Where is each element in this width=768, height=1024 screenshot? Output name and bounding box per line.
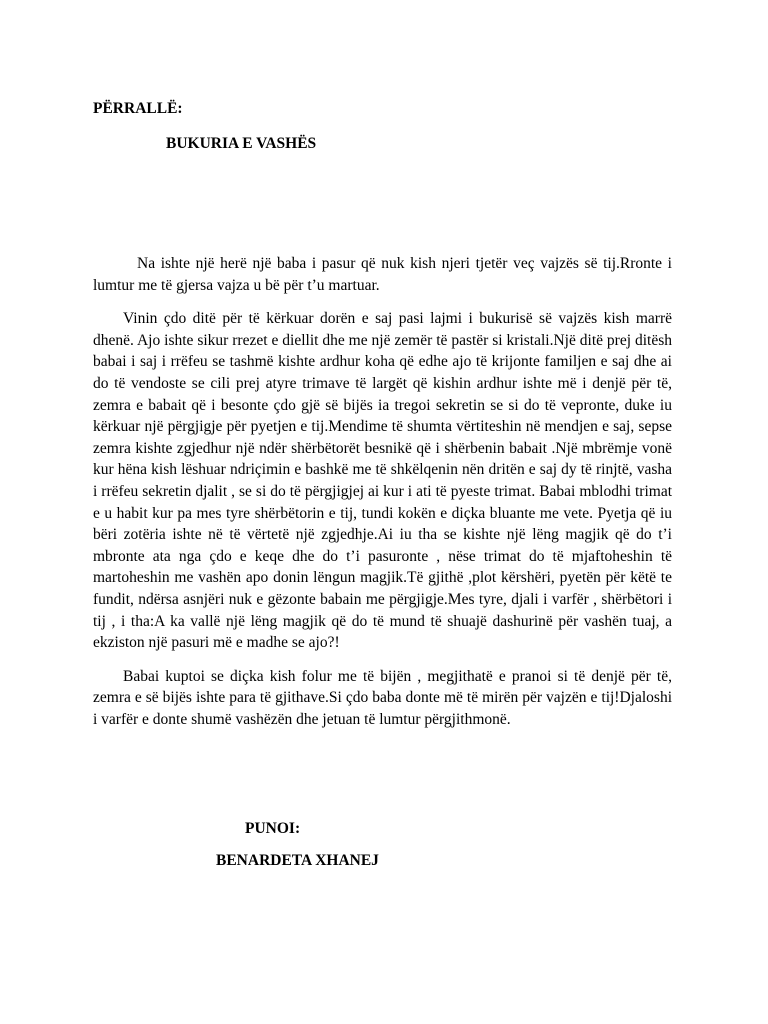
author-label: PUNOI: <box>245 820 301 837</box>
genre-label: PËRRALLË: <box>93 100 183 117</box>
author-name: BENARDETA XHANEJ <box>216 852 379 869</box>
story-title: BUKURIA E VASHËS <box>166 135 317 152</box>
paragraph-1: Na ishte një herë një baba i pasur që nuk kish njeri tjetër veç vajzës së tij.Rronte i lumtur me të gjersa vajza u bë për t’u martuar. <box>93 255 672 294</box>
paragraph-2: Vinin çdo ditë për të kërkuar dorën e saj pasi lajmi i bukurisë së vajzës kish marrë dhenë. Ajo ishte sikur rrezet e diellit dhe me një zemër të pastër si kristali.Një ditë prej ditësh babai i saj i rrëfeu se tashmë kishte ardhur koha që edhe ajo të krijonte familjen e saj dhe ai do të vendoste se cili prej atyre trimave të largët që kishin ardhur ishte më i denjë për të, zemra e babait që i besonte çdo gjë së bijës ia tregoi sekretin se si do të vepronte, duke iu kërkuar një përgjigje për pyetjen e tij.Mendime të shumta vërtiteshin në mendjen e saj, sepse zemra kishte zgjedhur një ndër shërbëtorët besnikë që i shërbenin babait .Një mbrëmje vonë kur hëna kish lëshuar ndriçimin e bashkë me të shkëlqenin nën dritën e saj dy të rinjtë, vasha i rrëfeu sekretin djalit , se si do të përgjigjej ai kur i ati të pyeste trimat. Babai mblodhi trimat e u habit kur pa mes tyre shërbëtorin e tij, tundi kokën e diçka bluante me vete. Pyetja që iu bëri zotëria ishte në të vërtetë një zgjedhje.Ai iu tha se kishte një lëng magjik që do t’i mbronte ata nga çdo e keqe dhe do t’i pasuronte , nëse trimat do të mjaftoheshin të martoheshin me vashën apo donin lëngun magjik.Të gjithë ,plot kërshëri, pyetën për këtë te fundit, ndërsa asnjëri nuk e gëzonte babain me përgjigje.Mes tyre, djali i varfër , shërbëtori i tij , i tha:A ka vallë një lëng magjik që do të mund të shuajë dashurinë për vashën tuaj, a ekziston një pasuri më e madhe se ajo?! <box>93 310 672 652</box>
story-body <box>93 253 672 742</box>
paragraph-3: Babai kuptoi se diçka kish folur me të bijën , megjithatë e pranoi si të denjë për të, zemra e së bijës ishte para të gjithave.Si çdo baba donte më të mirën për vajzën e tij!Djaloshi i varfër e donte shumë vashëzën dhe jetuan të lumtur përgjithmonë. <box>93 667 672 728</box>
